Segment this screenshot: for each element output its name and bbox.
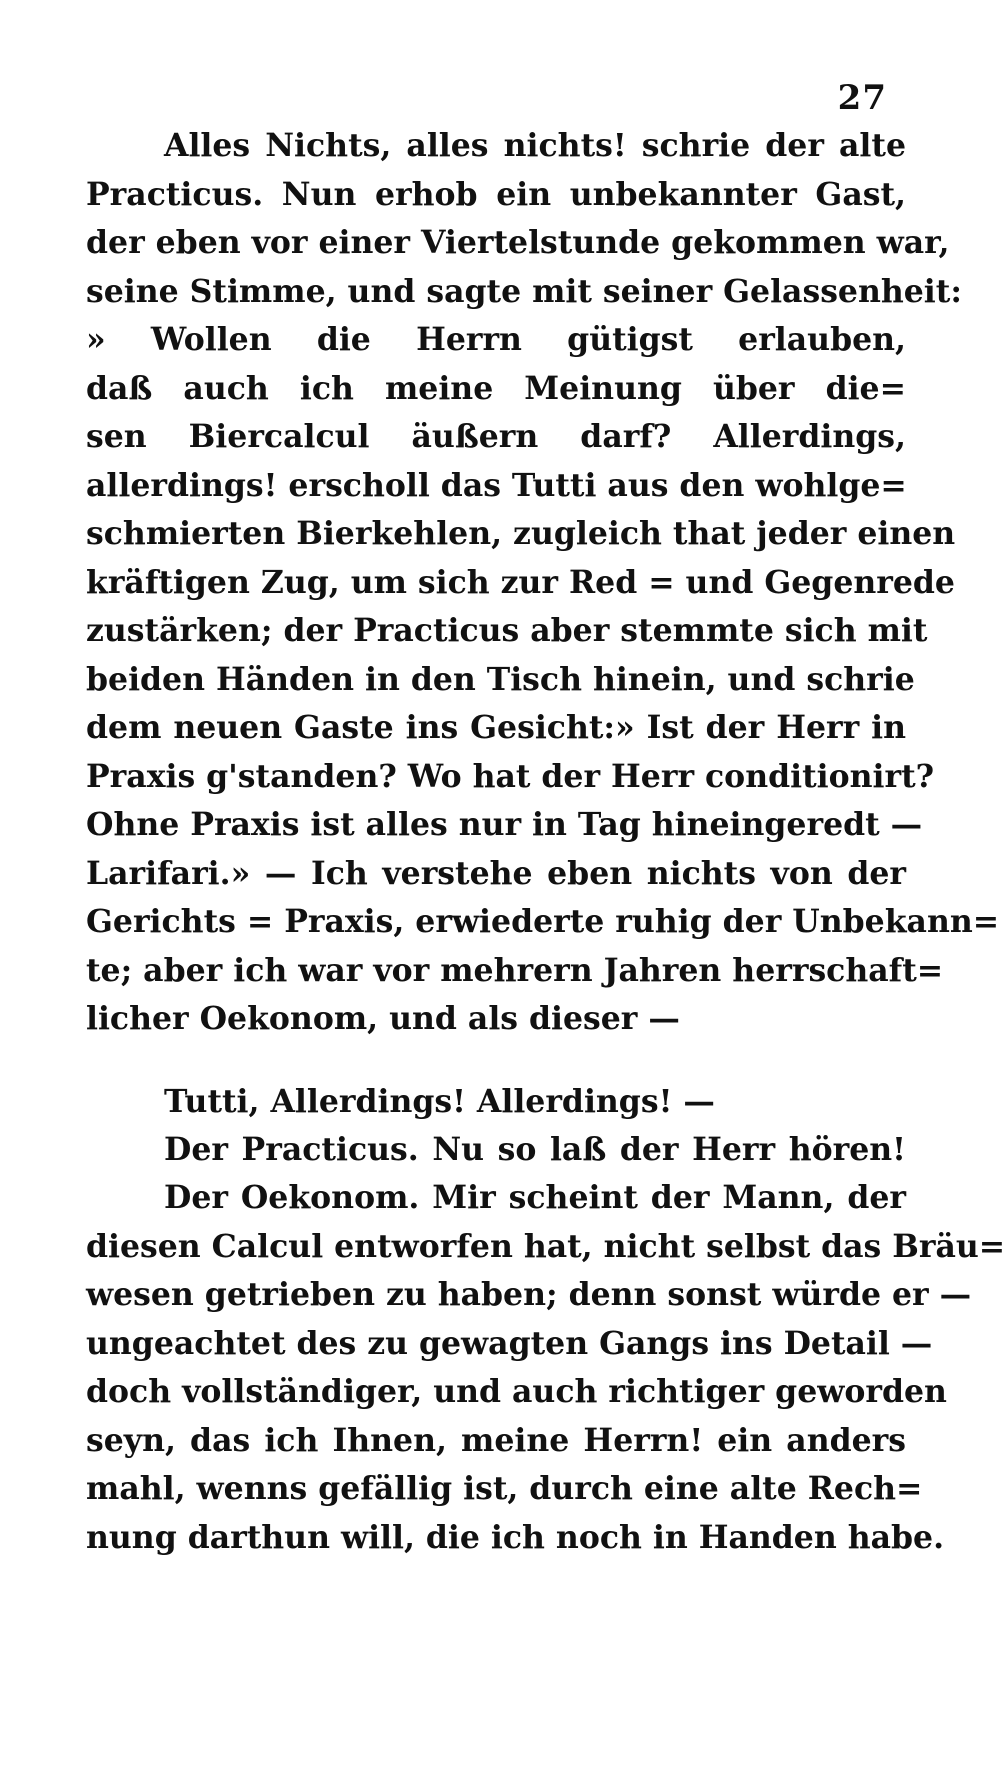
text-line: ungeachtet des zu gewagten Gangs ins Detail — <box>86 1324 933 1362</box>
paragraph-two <box>86 1174 1005 1562</box>
practicus-line <box>164 1126 906 1175</box>
text-line: der eben vor einer Viertelstunde gekommen war, <box>86 224 950 261</box>
text-line: schmierten Bierkehlen, zugleich that jeder einen <box>86 515 956 552</box>
text-line: daß auch ich meine Meinung über die= <box>86 369 906 407</box>
text-line: seyn, das ich Ihnen, meine Herrn! ein anders <box>86 1421 906 1459</box>
text-line: kräftigen Zug, um sich zur Red = und Gegenrede <box>86 563 955 601</box>
text-line: beiden Händen in den Tisch hinein, und schrie <box>86 660 915 698</box>
text-line: Alles Nichts, alles nichts! schrie der alte <box>164 127 906 164</box>
text-line: allerdings! erscholl das Tutti aus den wohlge= <box>86 466 907 504</box>
text-line: Ohne Praxis ist alles nur in Tag hineingeredt — <box>86 806 923 843</box>
page-number: 27 <box>837 78 887 118</box>
text-line: sen Biercalcul äußern darf? Allerdings, <box>86 418 906 455</box>
text-line: Gerichts = Praxis, erwiederte ruhig der Unbekann= <box>86 903 1000 940</box>
text-line: dem neuen Gaste ins Gesicht:» Ist der Herr in <box>86 709 906 746</box>
text-line: Larifari.» — Ich verstehe eben nichts von der <box>86 854 906 892</box>
text-line: mahl, wenns gefällig ist, durch eine alte Rech= <box>86 1470 923 1507</box>
text-line: Der Oekonom. Mir scheint der Mann, der <box>164 1179 906 1216</box>
text-line: seine Stimme, und sagte mit seiner Gelassenheit: <box>86 272 962 310</box>
text-line: » Wollen die Herrn gütigst erlauben, <box>86 321 906 358</box>
text-line: Practicus. Nun erhob ein unbekannter Gast, <box>86 175 906 213</box>
text-line: Tutti, Allerdings! Allerdings! — <box>164 1083 715 1120</box>
paragraph-one <box>86 122 1000 1044</box>
text-line: te; aber ich war vor mehrern Jahren herrschaft= <box>86 951 944 989</box>
text-line: Praxis g'standen? Wo hat der Herr conditionirt? <box>86 757 935 795</box>
text-line: zustärken; der Practicus aber stemmte sich mit <box>86 612 928 649</box>
tutti-line <box>164 1078 906 1127</box>
text-line: doch vollständiger, und auch richtiger geworden <box>86 1373 947 1410</box>
text-line: diesen Calcul entworfen hat, nicht selbst das Bräu= <box>86 1227 1005 1265</box>
text-line: nung darthun will, die ich noch in Handen habe. <box>86 1518 945 1556</box>
text-line: Der Practicus. Nu so laß der Herr hören! <box>164 1131 906 1168</box>
text-line: wesen getrieben zu haben; denn sonst würde er — <box>86 1276 972 1313</box>
text-line: licher Oekonom, und als dieser — <box>86 1000 680 1037</box>
